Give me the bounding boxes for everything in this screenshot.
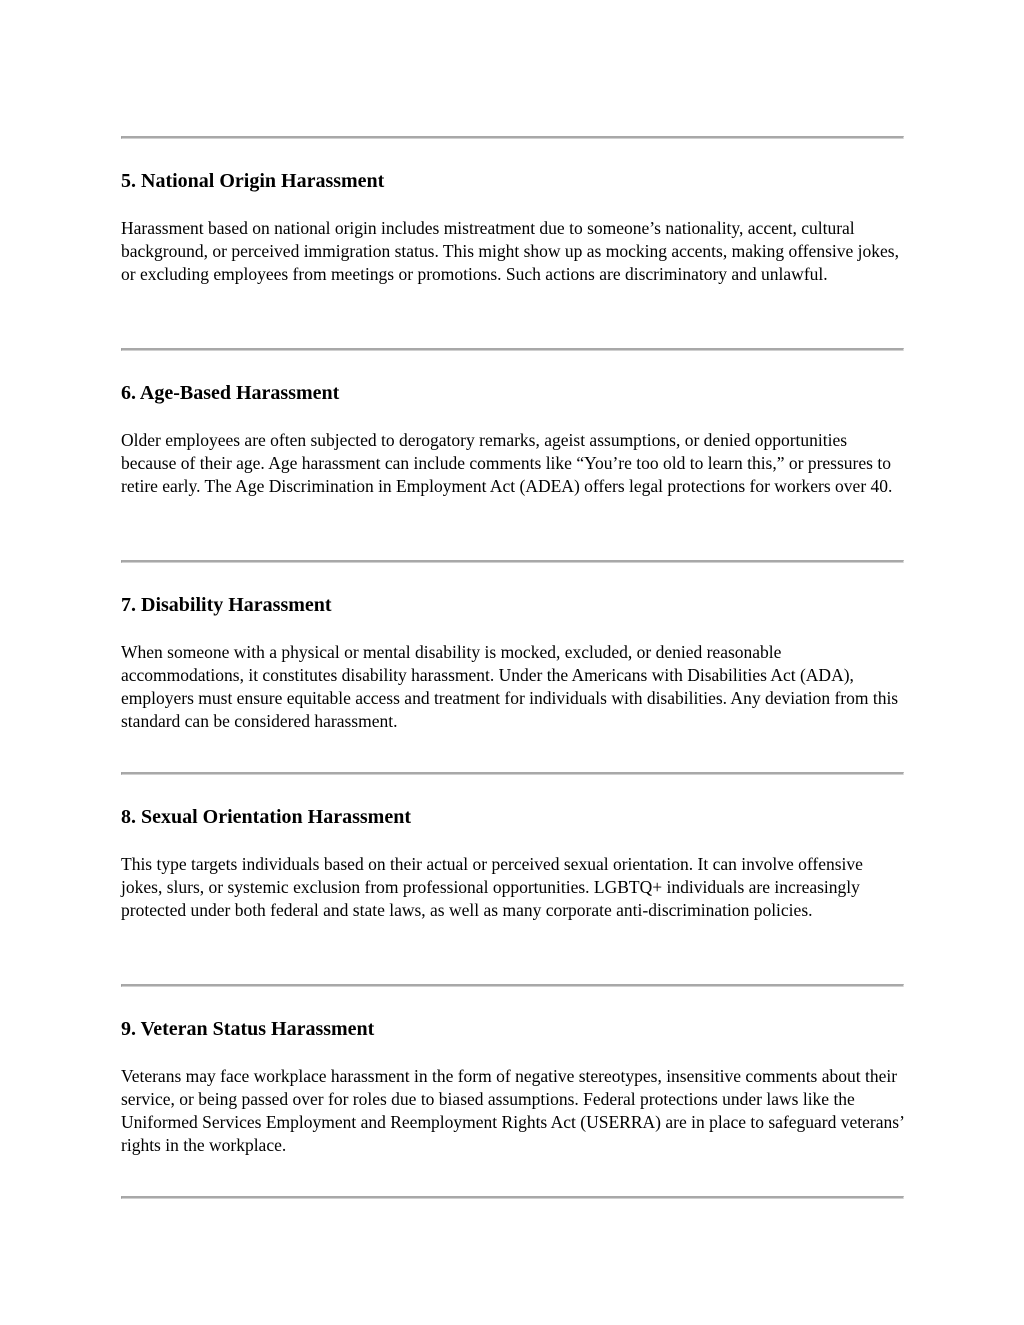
section-body: When someone with a physical or mental disability is mocked, excluded, or denied reasonable accommodations, it constitutes disability harassment. Under the Americans with Disabilities Act (ADA), employers must ensure equitable access and treatment for individuals with disabilities. Any deviation from this standard can be considered harassment.	[121, 642, 899, 731]
section-veteran-status	[121, 987, 904, 1196]
section-body: Harassment based on national origin includes mistreatment due to someone’s nationality, accent, cultural background, or perceived immigration status. This might show up as mocking accents, making offensive jokes, or excluding employees from meetings or promotions. Such actions are discriminatory and unlawful.	[121, 218, 899, 284]
document-page	[121, 136, 904, 1199]
section-heading: 6. Age-Based Harassment	[121, 382, 340, 404]
section-body: Older employees are often subjected to derogatory remarks, ageist assumptions, or denied opportunities because of their age. Age harassment can include comments like “You’re too old to learn this,” or pressures to retire early. The Age Discrimination in Employment Act (ADEA) offers legal protections for workers over 40.	[121, 430, 893, 496]
section-body: Veterans may face workplace harassment in the form of negative stereotypes, insensitive comments about their service, or being passed over for roles due to biased assumptions. Federal protections under laws like the Uniformed Services Employment and Reemployment Rights Act (USERRA) are in place to safeguard veterans’ rights in the workplace.	[121, 1066, 904, 1155]
section-age-based	[121, 351, 904, 560]
section-heading: 9. Veteran Status Harassment	[121, 1018, 375, 1040]
section-national-origin	[121, 139, 904, 348]
section-heading: 8. Sexual Orientation Harassment	[121, 806, 411, 828]
section-divider	[121, 1196, 904, 1199]
section-heading: 7. Disability Harassment	[121, 594, 332, 616]
section-heading: 5. National Origin Harassment	[121, 170, 385, 192]
section-sexual-orientation	[121, 775, 904, 984]
section-disability	[121, 563, 904, 772]
section-body: This type targets individuals based on their actual or perceived sexual orientation. It can involve offensive jokes, slurs, or systemic exclusion from professional opportunities. LGBTQ+ individuals are increasingly protected under both federal and state laws, as well as many corporate anti-discrimination policies.	[121, 854, 863, 920]
